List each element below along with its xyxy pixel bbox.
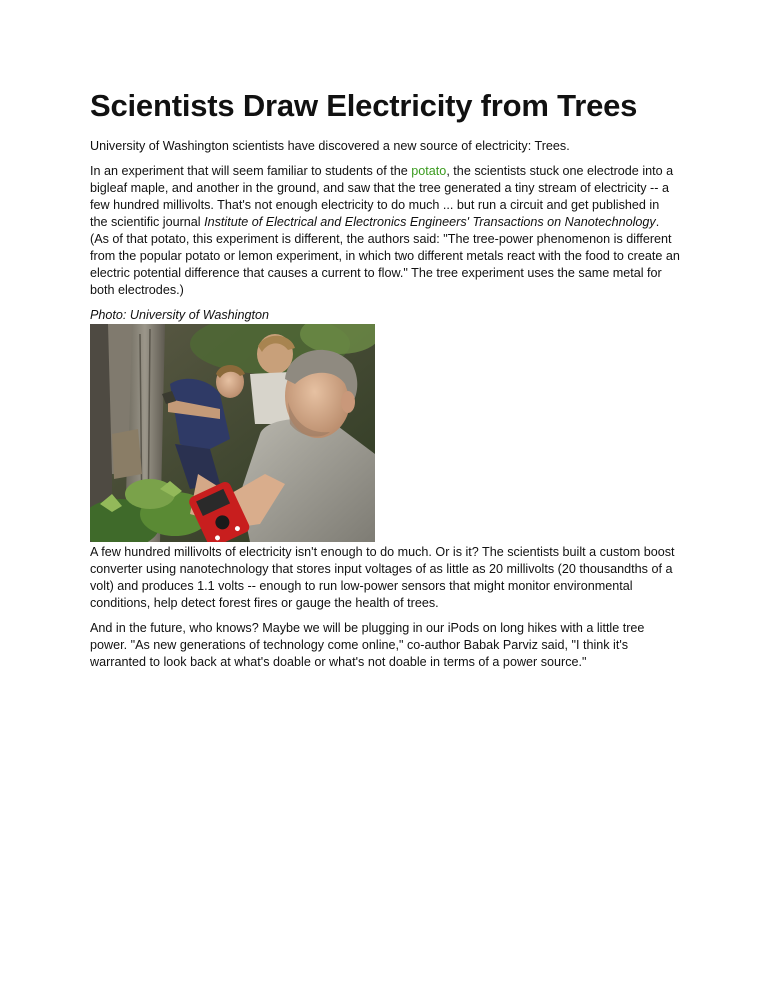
intro-paragraph: University of Washington scientists have discovered a new source of electricity: Trees.	[90, 139, 570, 153]
experiment-text-middle: , the scientists stuck one electrode into a bigleaf maple, and another in the ground, and saw that the tree generated a tiny stream of electricity -- a few hundred millivolts. That's not enough electricity to do much ... but run a circuit and get published in the scientific journal	[90, 164, 674, 229]
journal-name: Institute of Electrical and Electronics Engineers' Transactions on Nanotechnology	[204, 215, 656, 229]
photo-caption: Photo: University of Washington	[90, 308, 269, 322]
boost-converter-paragraph: A few hundred millivolts of electricity isn't enough to do much. Or is it? The scientists built a custom boost converter using nanotechnology that stores input voltages of as little as 20 millivolts (20 thousandths of a volt) and produces 1.1 volts -- enough to run low-power sensors that might monitor environmental conditions, help detect forest fires or gauge the health of trees.	[90, 545, 675, 610]
potato-link[interactable]: potato	[411, 164, 447, 178]
experiment-paragraph	[90, 163, 680, 299]
experiment-text-start: In an experiment that will seem familiar to students of the	[90, 164, 412, 178]
article	[90, 86, 680, 679]
article-title: Scientists Draw Electricity from Trees	[90, 88, 638, 123]
future-paragraph: And in the future, who knows? Maybe we will be plugging in our iPods on long hikes with a little tree power. "As new generations of technology come online," co-author Babak Parviz said, "I think it's warranted to look back at what's doable or what's not doable in terms of a power source."	[90, 621, 645, 669]
experiment-text-end: . (As of that potato, this experiment is different, the authors said: "The tree-power phenomenon is different from the popular potato or lemon experiment, in which two different metals react with the food to create an electric potential difference that causes a current to flow." The tree experiment uses the same metal for both electrodes.)	[90, 215, 680, 297]
article-photo	[90, 324, 375, 542]
